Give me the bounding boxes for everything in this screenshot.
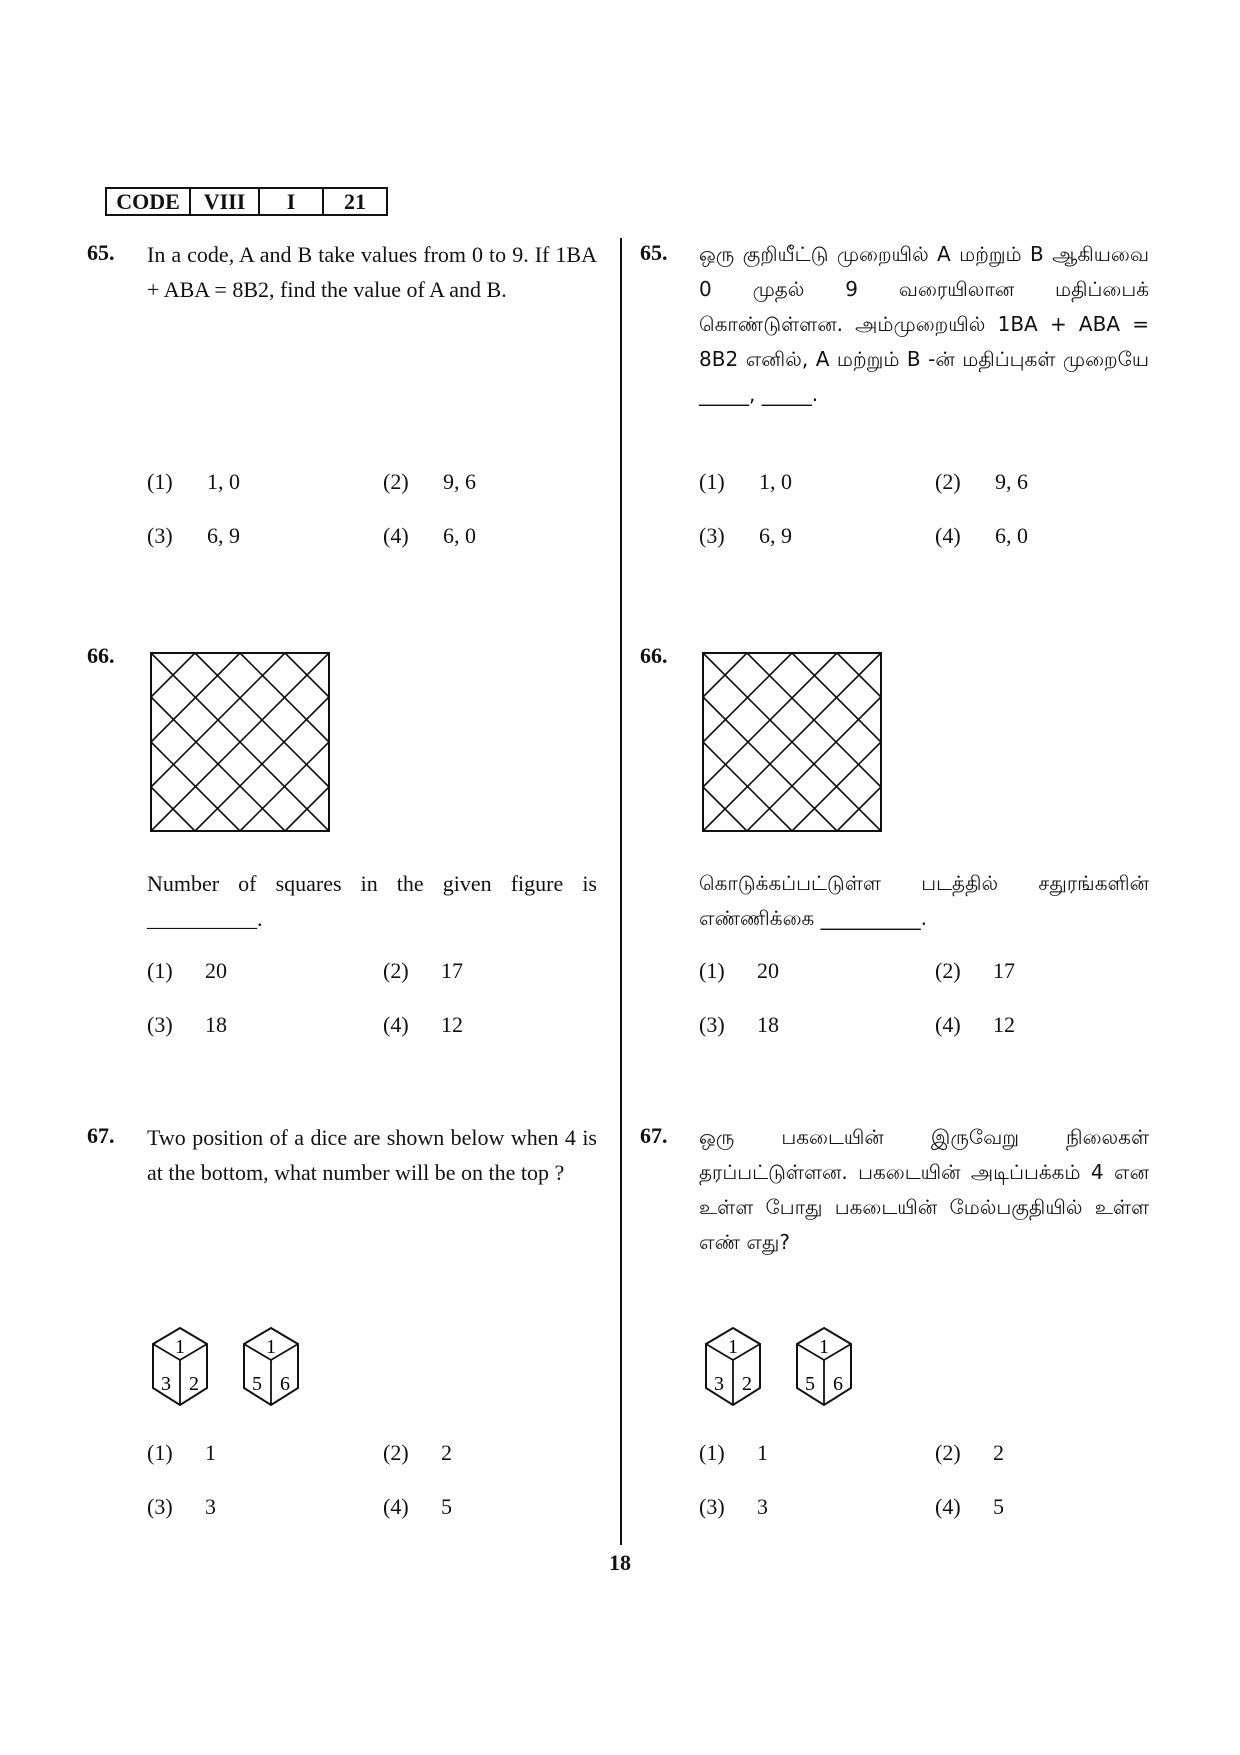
option-value: 2 (993, 1440, 1004, 1465)
option-number: (3) (699, 1494, 725, 1519)
option-value: 20 (205, 958, 227, 983)
question-text: ஒரு குறியீட்டு முறையில் A மற்றும் B ஆகியவை 0 முதல் 9 வரையிலான மதிப்பைக் கொண்டுள்ளன. அம்முறையில் 1BA + ABA = 8B2 எனில், A மற்றும் B -ன் மதிப்புகள் முறையே _____, _____. (699, 242, 1149, 406)
option-number: (4) (383, 1012, 409, 1037)
dice-top-face: 1 (266, 1336, 276, 1358)
code-table (105, 187, 388, 216)
dice-left-face: 3 (161, 1373, 171, 1395)
option-value: 20 (757, 958, 779, 983)
option-value: 18 (757, 1012, 779, 1037)
option-number: (2) (383, 469, 409, 494)
dice-right-face: 6 (833, 1373, 843, 1395)
dice-figure-2 (241, 1326, 301, 1408)
option-number: (3) (699, 523, 725, 548)
option-value: 17 (993, 958, 1015, 983)
option-number: (4) (935, 523, 961, 548)
question-number: 65. (87, 240, 115, 265)
option-value: 1, 0 (207, 469, 240, 494)
option-number: (1) (699, 469, 725, 494)
question-text: Number of squares in the given figure is __________. (147, 871, 597, 931)
option-number: (3) (699, 1012, 725, 1037)
option-number: (3) (147, 523, 173, 548)
option-value: 6, 0 (995, 523, 1028, 548)
option-number: (2) (935, 958, 961, 983)
question-text: Two position of a dice are shown below when 4 is at the bottom, what number will be on the top ? (147, 1125, 597, 1185)
option-value: 6, 0 (443, 523, 476, 548)
option-value: 5 (441, 1494, 452, 1519)
squares-figure (702, 652, 882, 832)
code-label: CODE (106, 188, 190, 215)
page-number: 18 (609, 1550, 631, 1575)
option-value: 9, 6 (995, 469, 1028, 494)
option-value: 18 (205, 1012, 227, 1037)
column-divider (620, 238, 622, 1545)
dice-right-face: 2 (742, 1373, 752, 1395)
dice-top-face: 1 (175, 1336, 185, 1358)
option-number: (1) (699, 958, 725, 983)
option-number: (2) (383, 1440, 409, 1465)
option-value: 2 (441, 1440, 452, 1465)
dice-figure-1 (703, 1326, 763, 1408)
dice-top-face: 1 (728, 1336, 738, 1358)
option-number: (1) (147, 958, 173, 983)
code-set: I (259, 188, 323, 215)
option-number: (4) (935, 1494, 961, 1519)
option-value: 9, 6 (443, 469, 476, 494)
option-value: 1 (205, 1440, 216, 1465)
option-value: 17 (441, 958, 463, 983)
question-number: 65. (640, 240, 668, 265)
option-value: 5 (993, 1494, 1004, 1519)
question-number: 67. (87, 1123, 115, 1148)
option-number: (4) (935, 1012, 961, 1037)
option-number: (2) (935, 1440, 961, 1465)
option-number: (1) (147, 469, 173, 494)
dice-right-face: 6 (280, 1373, 290, 1395)
option-number: (3) (147, 1012, 173, 1037)
dice-figure-2 (794, 1326, 854, 1408)
option-number: (3) (147, 1494, 173, 1519)
question-number: 67. (640, 1123, 668, 1148)
dice-left-face: 3 (714, 1373, 724, 1395)
question-number: 66. (640, 643, 668, 668)
squares-figure (150, 652, 330, 832)
option-number: (2) (383, 958, 409, 983)
option-number: (1) (147, 1440, 173, 1465)
option-value: 12 (993, 1012, 1015, 1037)
dice-top-face: 1 (819, 1336, 829, 1358)
question-text: கொடுக்கப்பட்டுள்ள படத்தில் சதுரங்களின் எண்ணிக்கை __________. (699, 871, 1149, 930)
dice-right-face: 2 (189, 1373, 199, 1395)
option-value: 12 (441, 1012, 463, 1037)
option-number: (4) (383, 1494, 409, 1519)
option-value: 1, 0 (759, 469, 792, 494)
option-number: (2) (935, 469, 961, 494)
dice-figure-1 (150, 1326, 210, 1408)
question-text: In a code, A and B take values from 0 to 9. If 1BA + ABA = 8B2, find the value of A and B. (147, 242, 597, 302)
question-number: 66. (87, 643, 115, 668)
option-value: 6, 9 (759, 523, 792, 548)
option-value: 3 (757, 1494, 768, 1519)
question-text: ஒரு பகடையின் இருவேறு நிலைகள் தரப்பட்டுள்ளன. பகடையின் அடிப்பக்கம் 4 என உள்ள போது பகடையின் மேல்பகுதியில் உள்ள எண் எது? (699, 1125, 1149, 1254)
option-value: 3 (205, 1494, 216, 1519)
dice-left-face: 5 (252, 1373, 262, 1395)
option-value: 6, 9 (207, 523, 240, 548)
option-number: (1) (699, 1440, 725, 1465)
option-value: 1 (757, 1440, 768, 1465)
code-num: 21 (323, 188, 387, 215)
option-number: (4) (383, 523, 409, 548)
dice-left-face: 5 (805, 1373, 815, 1395)
code-class: VIII (190, 188, 259, 215)
